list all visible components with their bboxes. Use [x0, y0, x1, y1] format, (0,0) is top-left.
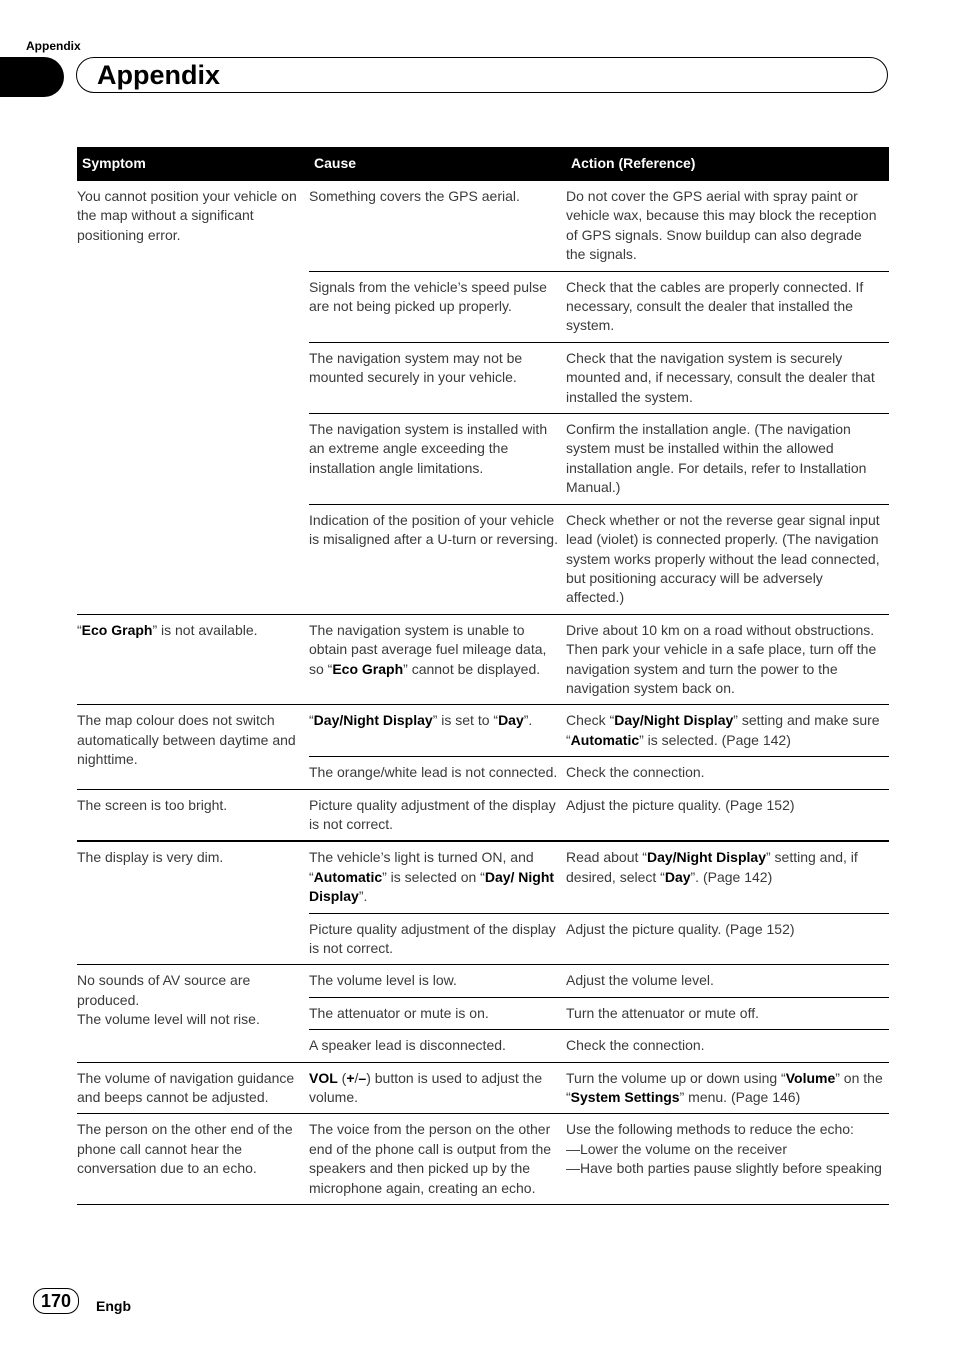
- section-tab: [0, 57, 64, 97]
- action-cell: Check that the navigation system is securely mounted and, if necessary, consult the dealer that installed the system.: [566, 342, 889, 413]
- cause-cell: The orange/white lead is not connected.: [309, 757, 566, 789]
- cause-cell: Picture quality adjustment of the display is not correct.: [309, 789, 566, 841]
- symptom-cell: The screen is too bright.: [77, 789, 309, 841]
- header-symptom: Symptom: [77, 147, 309, 181]
- action-cell: Check the connection.: [566, 1030, 889, 1062]
- action-cell: Use the following methods to reduce the echo: —Lower the volume on the receiver —Have both parties pause slightly before speaking: [566, 1114, 889, 1205]
- action-cell: Adjust the picture quality. (Page 152): [566, 913, 889, 965]
- action-cell: Turn the attenuator or mute off.: [566, 997, 889, 1029]
- cause-cell: Picture quality adjustment of the display is not correct.: [309, 913, 566, 965]
- table-row: [77, 705, 889, 757]
- language-code: Engb: [96, 1298, 131, 1314]
- symptom-cell: The volume of navigation guidance and beeps cannot be adjusted.: [77, 1062, 309, 1114]
- symptom-cell: The display is very dim.: [77, 841, 309, 965]
- troubleshooting-table: [77, 147, 889, 1205]
- cause-cell: The voice from the person on the other end of the phone call is output from the speakers and then picked up by the microphone again, creating an echo.: [309, 1114, 566, 1205]
- running-head: Appendix: [26, 39, 81, 53]
- symptom-cell: No sounds of AV source are produced. The volume level will not rise.: [77, 965, 309, 1062]
- action-cell: Check “Day/Night Display” setting and make sure “Automatic” is selected. (Page 142): [566, 705, 889, 757]
- table-row: [77, 841, 889, 913]
- cause-cell: VOL (+/–) button is used to adjust the volume.: [309, 1062, 566, 1114]
- symptom-cell: “Eco Graph” is not available.: [77, 614, 309, 705]
- symptom-cell: You cannot position your vehicle on the map without a significant positioning error.: [77, 188, 297, 243]
- action-cell: Read about “Day/Night Display” setting and, if desired, select “Day”. (Page 142): [566, 841, 889, 913]
- cause-cell: Signals from the vehicle’s speed pulse are not being picked up properly.: [309, 271, 566, 342]
- cause-cell: The navigation system is installed with an extreme angle exceeding the installation angle limitations.: [309, 414, 566, 505]
- table-header-row: [77, 147, 889, 181]
- table-row: [77, 965, 889, 997]
- cause-cell: Indication of the position of your vehicle is misaligned after a U-turn or reversing.: [309, 504, 566, 614]
- title-box: [76, 57, 888, 93]
- header-cause: Cause: [309, 147, 566, 181]
- cause-cell: “Day/Night Display” is set to “Day”.: [309, 705, 566, 757]
- table-row: [77, 789, 889, 841]
- cause-cell: The vehicle’s light is turned ON, and “Automatic” is selected on “Day/ Night Display”.: [309, 841, 566, 913]
- page-number: 170: [33, 1288, 79, 1314]
- action-cell: Check whether or not the reverse gear signal input lead (violet) is connected properly. (The navigation system works properly without the lead connected, but positioning accuracy will be adversely affected.): [566, 504, 889, 614]
- action-cell: Check that the cables are properly connected. If necessary, consult the dealer that installed the system.: [566, 271, 889, 342]
- header-action: Action (Reference): [566, 147, 889, 181]
- cause-cell: Something covers the GPS aerial.: [309, 188, 520, 204]
- symptom-cell: The map colour does not switch automatically between daytime and nighttime.: [77, 705, 309, 789]
- cause-cell: A speaker lead is disconnected.: [309, 1030, 566, 1062]
- cause-cell: The navigation system may not be mounted securely in your vehicle.: [309, 342, 566, 413]
- action-cell: Adjust the volume level.: [566, 965, 889, 997]
- table-row: [77, 1062, 889, 1114]
- action-cell: Turn the volume up or down using “Volume” on the “System Settings” menu. (Page 146): [566, 1062, 889, 1114]
- action-cell: Do not cover the GPS aerial with spray paint or vehicle wax, because this may block the reception of GPS signals. Snow buildup can also degrade the signals.: [566, 188, 877, 263]
- page-title: Appendix: [97, 60, 221, 90]
- action-cell: Check the connection.: [566, 757, 889, 789]
- action-cell: Confirm the installation angle. (The navigation system must be installed within the allowed installation angle. For details, refer to Installation Manual.): [566, 414, 889, 505]
- cause-cell: The attenuator or mute is on.: [309, 997, 566, 1029]
- table-row: [77, 1114, 889, 1205]
- table-row: [77, 614, 889, 705]
- cause-cell: The navigation system is unable to obtain past average fuel mileage data, so “Eco Graph” cannot be displayed.: [309, 614, 566, 705]
- table-row: [77, 181, 889, 271]
- action-cell: Drive about 10 km on a road without obstructions. Then park your vehicle in a safe place, turn off the navigation system and turn the power to the navigation system back on.: [566, 614, 889, 705]
- symptom-cell: The person on the other end of the phone call cannot hear the conversation due to an echo.: [77, 1114, 309, 1205]
- cause-cell: The volume level is low.: [309, 965, 566, 997]
- action-cell: Adjust the picture quality. (Page 152): [566, 789, 889, 841]
